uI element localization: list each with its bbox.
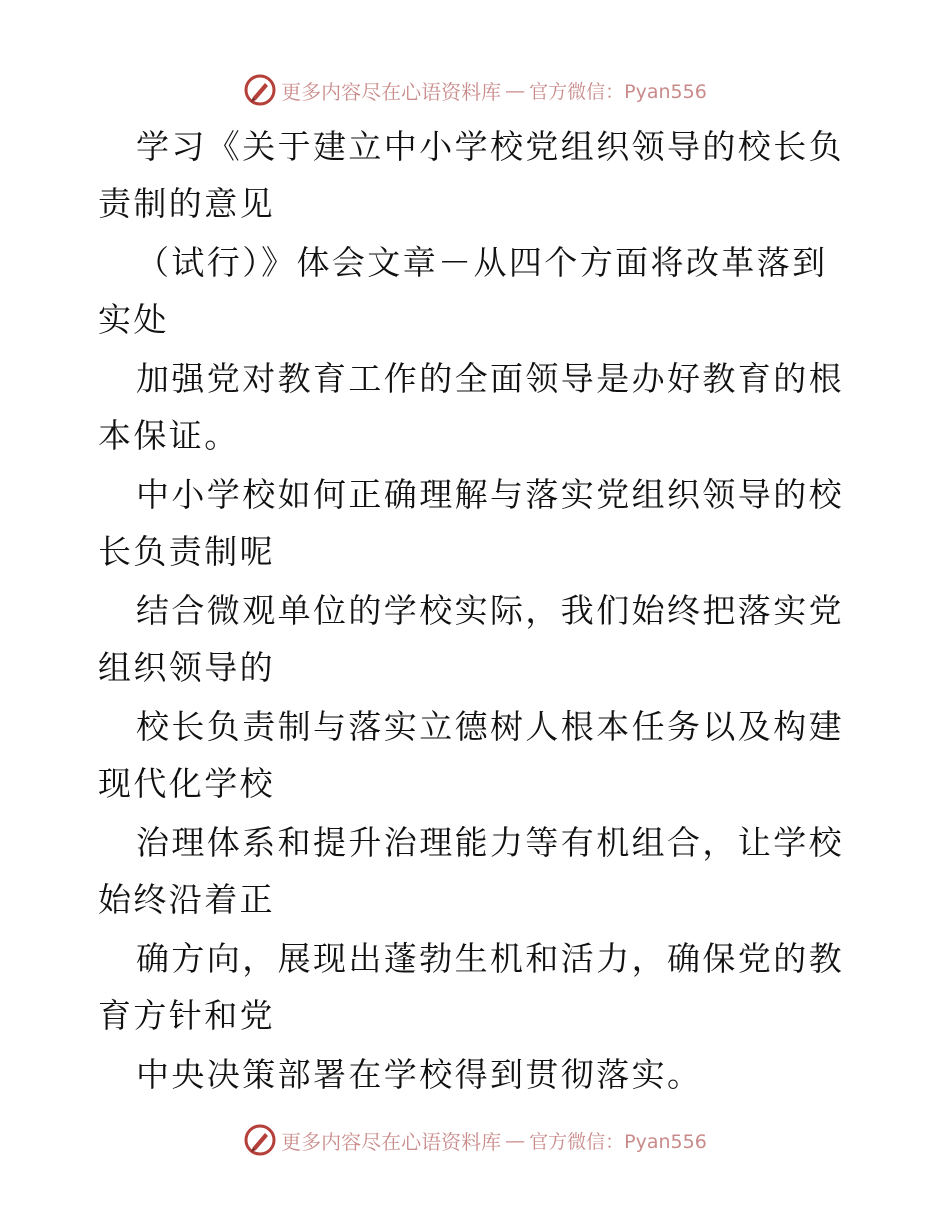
- footer-watermark: [0, 1122, 950, 1158]
- watermark-brand-text: 更多内容尽在心语资料库: [281, 79, 502, 104]
- paragraph: 校长负责制与落实立德树人根本任务以及构建现代化学校: [98, 707, 844, 803]
- paragraph: （试行）》体会文章－从四个方面将改革落到实处: [98, 243, 828, 339]
- pen-logo-icon: [243, 1123, 277, 1157]
- paragraph: 结合微观单位的学校实际，我们始终把落实党组织领导的: [98, 591, 844, 687]
- document-body: [98, 118, 850, 1105]
- paragraph: 加强党对教育工作的全面领导是办好教育的根本保证。: [98, 359, 844, 455]
- watermark-brand-text: 更多内容尽在心语资料库: [281, 1129, 502, 1154]
- header-watermark: [0, 72, 950, 108]
- watermark-separator: —: [505, 78, 526, 102]
- paragraph: 治理体系和提升治理能力等有机组合，让学校始终沿着正: [98, 823, 844, 919]
- watermark-contact-text: 官方微信：Pyan556: [529, 80, 707, 103]
- paragraph: 中小学校如何正确理解与落实党组织领导的校长负责制呢: [98, 475, 844, 571]
- paragraph: 中央决策部署在学校得到贯彻落实。: [136, 1055, 703, 1094]
- watermark-separator: —: [505, 1128, 526, 1152]
- paragraph: 确方向，展现出蓬勃生机和活力，确保党的教育方针和党: [98, 939, 844, 1035]
- pen-logo-icon: [243, 73, 277, 107]
- watermark-contact-text: 官方微信：Pyan556: [529, 1130, 707, 1153]
- paragraph: 学习《关于建立中小学校党组织领导的校长负责制的意见: [98, 127, 844, 223]
